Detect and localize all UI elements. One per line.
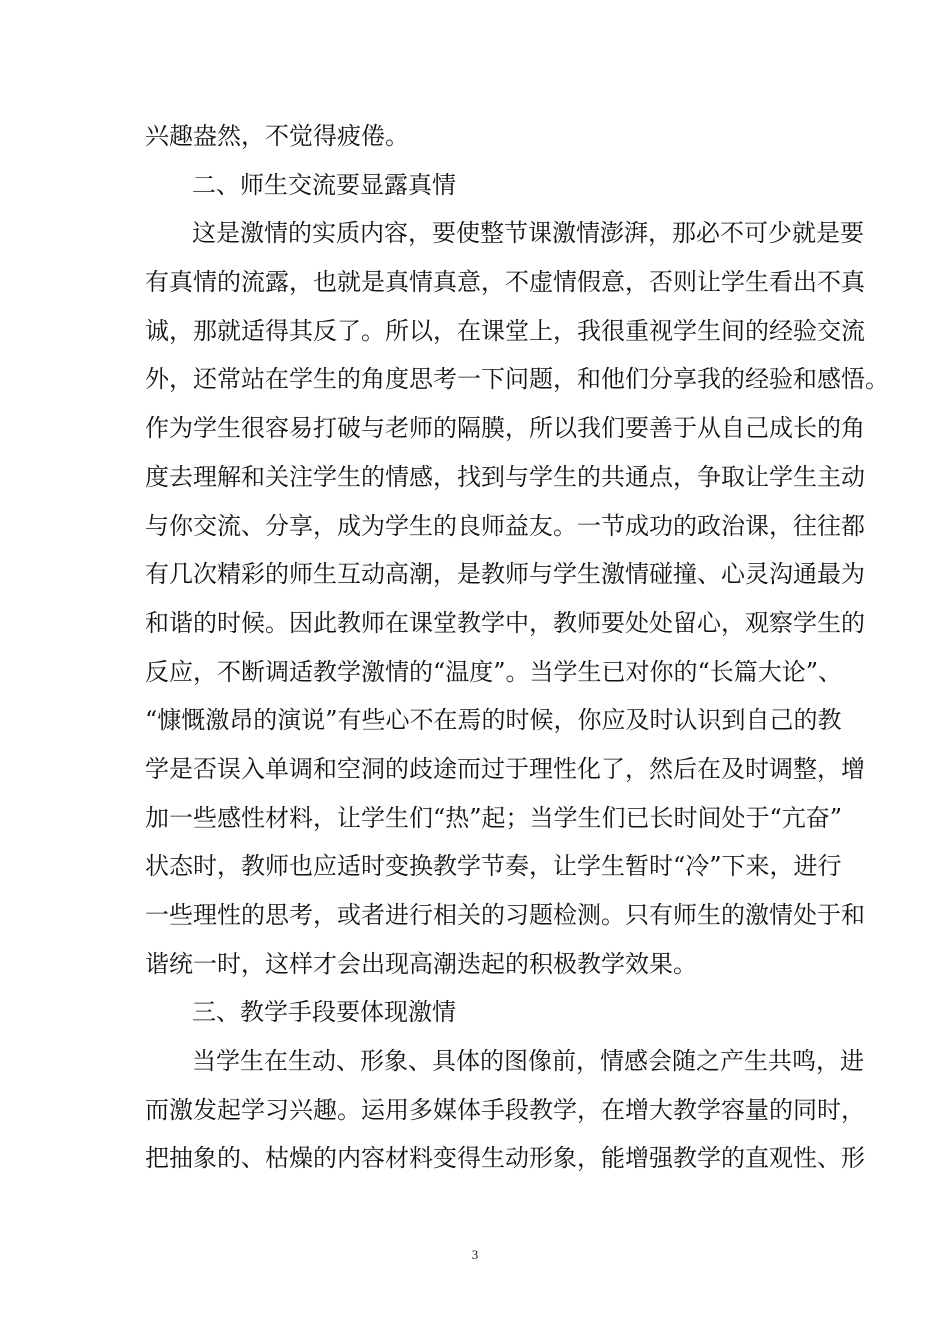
text-line: 有几次精彩的师生互动高潮，是教师与学生激情碰撞、心灵沟通最为 bbox=[145, 560, 865, 589]
text-line: 这是激情的实质内容，要使整节课激情澎湃，那必不可少就是要 bbox=[192, 219, 864, 248]
text-line: 与你交流、分享，成为学生的良师益友。一节成功的政治课，往往都 bbox=[145, 511, 865, 540]
text-line: 度去理解和关注学生的情感，找到与学生的共通点，争取让学生主动 bbox=[145, 462, 865, 491]
text-line: 加一些感性材料，让学生们“热”起；当学生们已长时间处于“亢奋” bbox=[145, 803, 843, 832]
text-line: “慷慨激昂的演说”有些心不在焉的时候，你应及时认识到自己的教 bbox=[145, 706, 842, 735]
text-line: 而激发起学习兴趣。运用多媒体手段教学，在增大教学容量的同时， bbox=[145, 1095, 865, 1124]
body-text bbox=[145, 112, 889, 1183]
text-line: 把抽象的、枯燥的内容材料变得生动形象，能增强教学的直观性、形 bbox=[145, 1144, 865, 1173]
section-heading: 二、师生交流要显露真情 bbox=[192, 170, 456, 199]
text-line: 学是否误入单调和空洞的歧途而过于理性化了，然后在及时调整，增 bbox=[145, 754, 865, 783]
text-line: 一些理性的思考，或者进行相关的习题检测。只有师生的激情处于和 bbox=[145, 901, 865, 929]
text-line: 外，还常站在学生的角度思考一下问题，和他们分享我的经验和感悟。 bbox=[145, 365, 889, 394]
text-line: 和谐的时候。因此教师在课堂教学中，教师要处处留心，观察学生的 bbox=[145, 608, 865, 637]
section-heading: 三、教学手段要体现激情 bbox=[192, 998, 456, 1027]
text-line: 状态时，教师也应适时变换教学节奏，让学生暂时“冷”下来，进行 bbox=[145, 852, 842, 881]
text-line: 诚，那就适得其反了。所以，在课堂上，我很重视学生间的经验交流 bbox=[145, 316, 865, 345]
page-number: 3 bbox=[471, 1247, 479, 1262]
text-line: 作为学生很容易打破与老师的隔膜，所以我们要善于从自己成长的角 bbox=[145, 414, 865, 443]
text-line: 谐统一时，这样才会出现高潮迭起的积极教学效果。 bbox=[145, 949, 697, 978]
text-line: 兴趣盎然，不觉得疲倦。 bbox=[145, 122, 409, 150]
text-line: 当学生在生动、形象、具体的图像前，情感会随之产生共鸣，进 bbox=[192, 1047, 864, 1076]
text-line: 有真情的流露，也就是真情真意，不虚情假意，否则让学生看出不真 bbox=[145, 268, 865, 297]
text-line: 反应，不断调适教学激情的“温度”。当学生已对你的“长篇大论”、 bbox=[145, 657, 843, 686]
